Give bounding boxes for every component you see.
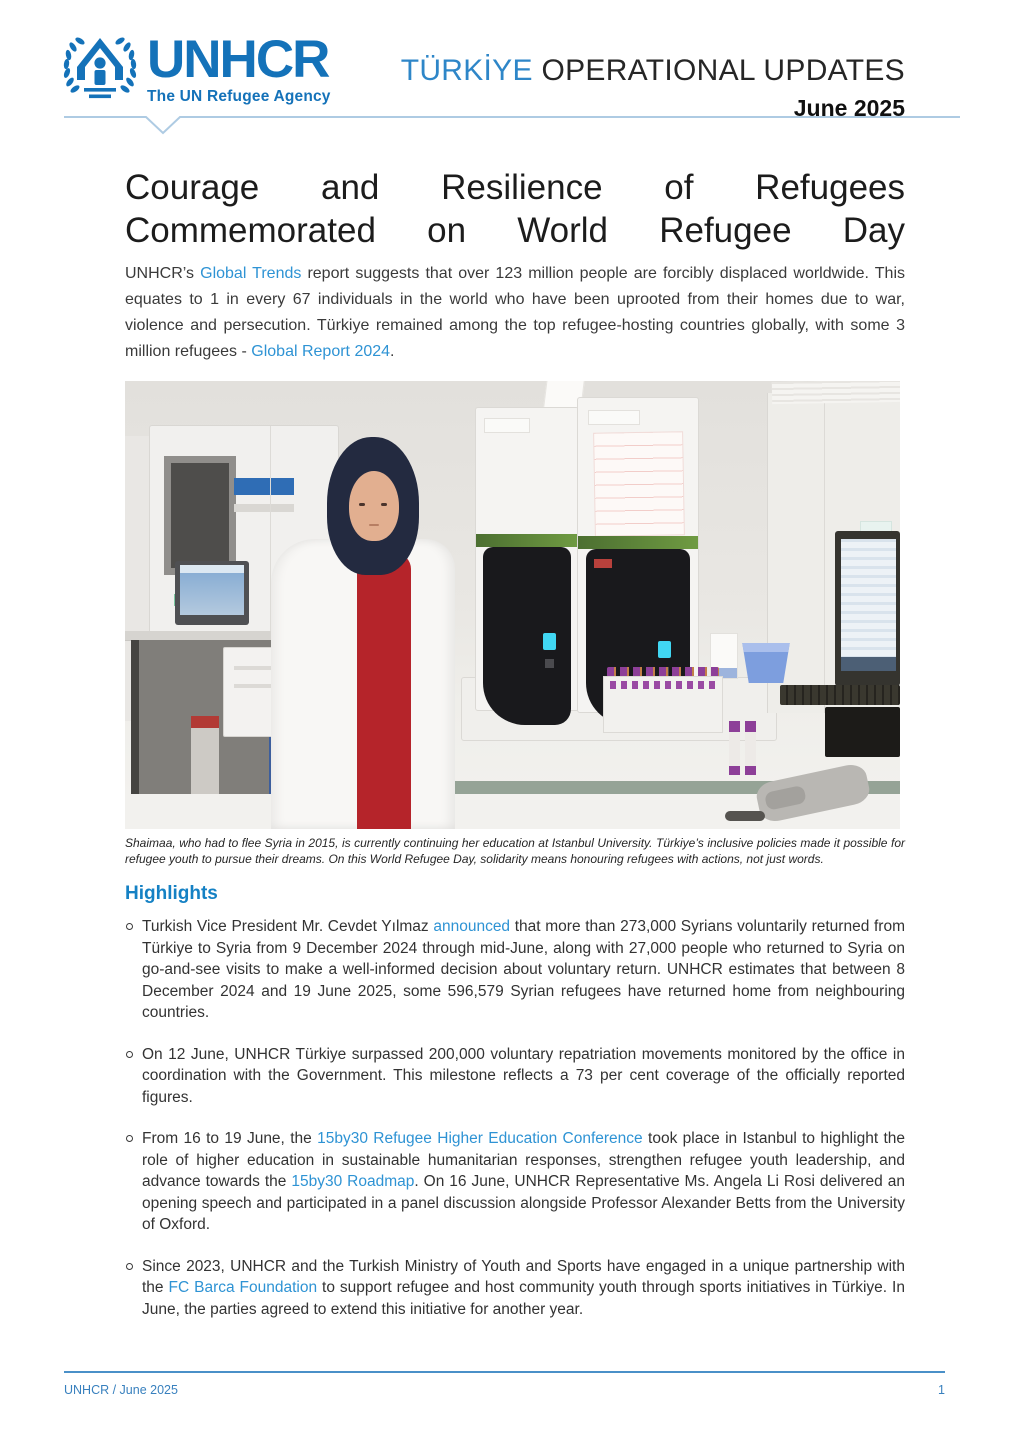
text-segment: . On 16 June, UNHCR Representative Ms. Angela Li Rosi delivered an opening speech and participated in a panel discussion alongside Professor Alexander Betts from the University of Oxford. [142,1173,905,1233]
photo-tube-rack [603,667,723,733]
bullet-marker-icon [126,1051,133,1058]
bullet-marker-icon [126,1263,133,1270]
inline-link[interactable]: 15by30 Roadmap [291,1173,415,1190]
photo-tower-sticker [594,559,612,568]
highlight-bullet [125,1128,905,1236]
photo-canister [191,716,219,794]
photo-left-monitor [175,561,249,625]
photo-taped-note [593,431,685,537]
text-segment: On 12 June, UNHCR Türkiye surpassed 200,000 voluntary repatriation movements monitored by the office in coordination with the Government. This milestone reflects a 73 per cent coverage of the officially reported figures. [142,1045,905,1106]
photo-woman-face [349,471,399,541]
highlights-heading: Highlights [125,883,218,904]
photo-left-monitor-screen [180,565,244,615]
photo-tower-door [483,547,571,725]
photo-sample-tube [745,721,756,775]
logo-acronym: UNHCR [147,30,329,89]
photo-tower-display [543,633,556,650]
text-segment: UNHCR’s [125,265,201,282]
photo-analyzer-window [164,456,236,575]
photo-keyboard [780,685,900,705]
inline-link[interactable]: announced [433,918,511,935]
report-title [401,54,905,88]
photo-bucket-rim [739,643,793,652]
photo-scanner-grip [764,785,807,811]
unhcr-logo [62,30,331,106]
photo-screen-taskbar [841,657,896,671]
photo-tube-cap [729,766,740,775]
inline-link[interactable]: Global Trends [200,265,302,282]
photo-right-monitor [835,531,900,686]
bullet-text [142,1046,905,1106]
bullet-text [142,1130,905,1233]
photo-woman-red-top [357,553,411,829]
photo-tube-caps [610,681,716,689]
bullet-text [142,918,905,1021]
logo-text [147,30,331,106]
header-divider [64,114,961,138]
article [125,166,905,1320]
photo-analyzer-buttons [234,504,294,512]
photo-caption: Shaimaa, who had to flee Syria in 2015, is currently continuing her education at Istanbul University. Türkiye’s inclusive policies made it possible for refugee youth to pursue their dreams. On this World Refugee Day, solidarity means honouring refugees with actions, not just words. [125,836,905,866]
inline-link[interactable]: Global Report 2024 [251,343,391,360]
photo-tower-stripe [476,534,578,547]
photo-tube-cap [729,721,740,732]
photo-analyzer-tower [475,407,579,711]
report-title-main: OPERATIONAL UPDATES [532,54,905,87]
bullet-marker-icon [126,1135,133,1142]
report-title-country: TÜRKİYE [400,54,533,87]
photo-cable [725,811,765,821]
footer-divider [64,1371,945,1373]
photo-tower-button [545,659,554,668]
photo-cabinet-seam [824,393,825,713]
photo-canister-cap [191,716,219,728]
photo-rack-body [603,676,723,733]
photo-tower-display [658,641,671,658]
text-segment: From 16 to 19 June, the [142,1130,318,1147]
footer-page-number: 1 [938,1383,945,1397]
photo-tower-stripe [578,536,698,549]
text-segment: . [390,343,395,360]
article-photo [125,381,900,829]
edition-date: June 2025 [793,95,905,121]
text-segment: report suggests that over 123 million people are forcibly displaced worldwide. This equates to 1 in every 67 individuals in the world who have been uprooted from their homes due to war, violence and persecution. Türkiye remained among the top refugee-hosting countries globally, with some 3 million refugees - [125,265,906,360]
photo-desk-leg [131,640,139,794]
photo-cabinet-papers [772,381,900,404]
photo-device-stack [825,707,900,757]
text-segment: Turkish Vice President Mr. Cevdet Yılmaz [142,918,434,935]
photo-woman-eye [359,503,365,506]
photo-right-monitor-screen [841,539,896,671]
footer-left-text: UNHCR / June 2025 [64,1383,178,1397]
text-segment: to support refugee and host community youth through sports initiatives in Türkiye. In June, the parties agreed to extend this initiative for another year. [142,1279,905,1318]
photo-woman-mouth [369,524,379,526]
photo-tube-cap [745,766,756,775]
text-segment: that more than 273,000 Syrians voluntarily returned from Türkiye to Syria from 9 December 2024 through mid-June, along with 27,000 people who returned to Syria on go-and-see visits to make a well-informed decision about voluntary return. UNHCR estimates that between 8 December 2024 and 19 June 2025, some 596,579 Syrian refugees have returned home from neighbouring countries. [142,918,905,1021]
headline-line: Commemorated on World Refugee Day [125,211,905,250]
bullet-marker-icon [126,923,133,930]
photo-analyzer-label [234,478,294,495]
photo-tower-label [588,410,640,425]
inline-link[interactable]: FC Barca Foundation [168,1279,318,1296]
inline-link[interactable]: 15by30 Refugee Higher Education Conference [317,1130,643,1147]
report-title-block [401,54,905,122]
article-headline [125,166,905,252]
bullet-text [142,1258,905,1318]
photo-tube-cap [745,721,756,732]
headline-line: Courage and Resilience of Refugees [125,168,905,207]
photo-tower-label [484,418,530,433]
photo-analyzer-tower [577,397,699,713]
photo-woman-eye [381,503,387,506]
highlight-bullet [125,916,905,1024]
text-segment: took place in Istanbul to highlight the role of higher education in sustainable humanitarian responses, strengthen refugee youth leadership, and advance towards the [142,1130,906,1190]
highlight-bullet [125,1256,905,1321]
photo-sample-tube [729,721,740,775]
logo-tagline: The UN Refugee Agency [147,87,331,105]
intro-paragraph [125,261,905,365]
text-segment: Since 2023, UNHCR and the Turkish Ministry of Youth and Sports have engaged in a unique partnership with the [142,1257,905,1296]
highlight-bullet [125,1044,905,1109]
unhcr-emblem-icon [62,36,138,106]
